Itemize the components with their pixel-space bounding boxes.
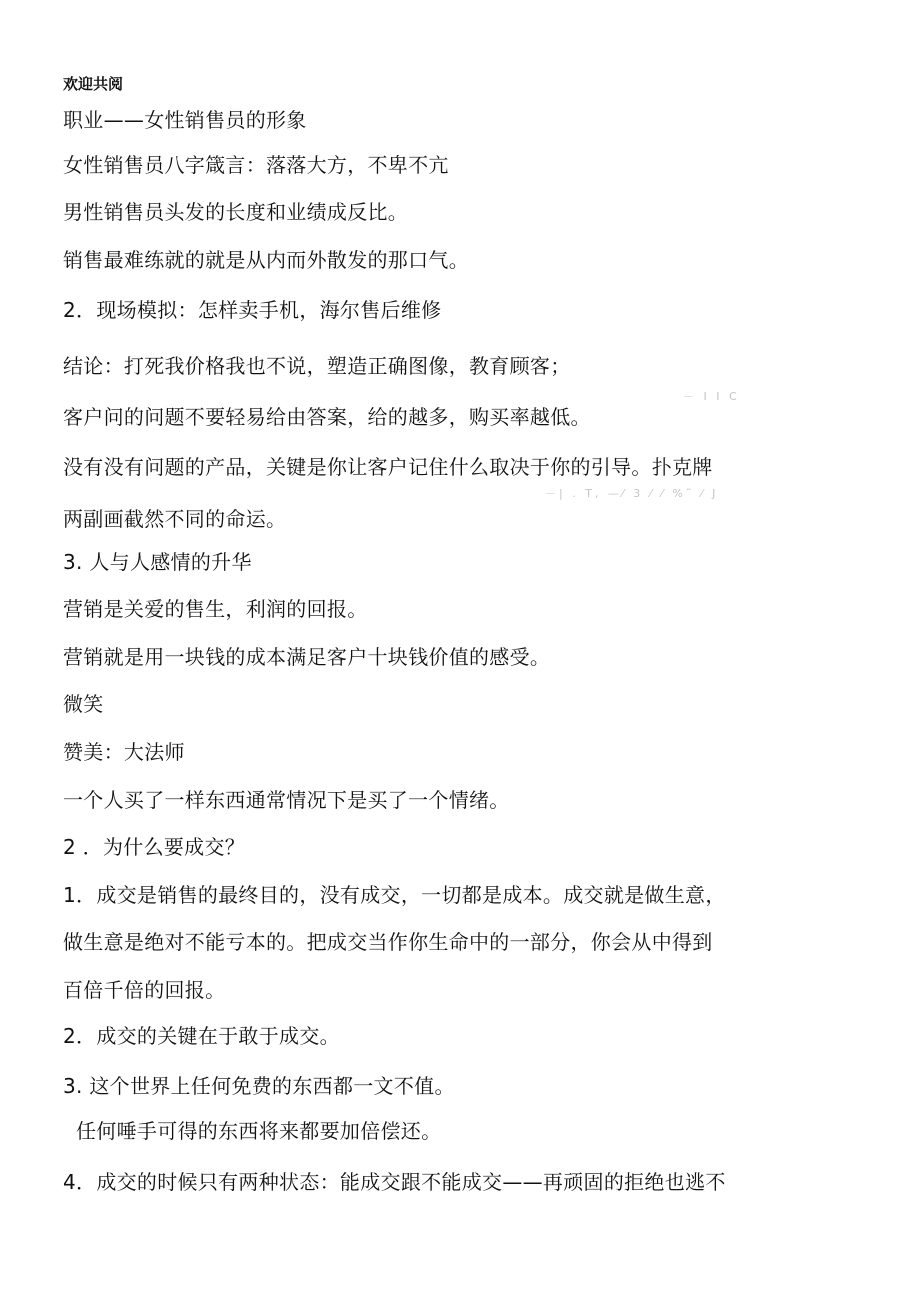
text-line: 营销是关爱的售生，利润的回报。 [63,597,368,621]
text-line: 2．现场模拟：怎样卖手机，海尔售后维修 [63,298,442,322]
text-line: 营销就是用一块钱的成本满足客户十块钱价值的感受。 [63,645,551,669]
text-line: 客户问的问题不要轻易给由答案，给的越多，购买率越低。 [63,405,591,429]
text-line: 结论：打死我价格我也不说，塑造正确图像，教育顾客； [63,354,571,378]
text-line: 一个人买了一样东西通常情况下是买了一个情绪。 [63,788,510,812]
text-line: 职业——女性销售员的形象 [63,108,307,132]
text-line: 做生意是绝对不能亏本的。把成交当作你生命中的一部分，你会从中得到 [63,930,713,954]
text-line: 女性销售员八字箴言：落落大方，不卑不亢 [63,153,449,177]
document-header: 欢迎共阅 [63,75,124,93]
scan-noise-mark: － I I C [683,390,740,403]
text-line: 2．成交的关键在于敢于成交。 [63,1024,340,1048]
text-line: 3. 人与人感情的升华 [63,550,252,574]
text-line: 4．成交的时候只有两种状态：能成交跟不能成交——再顽固的拒绝也逃不 [63,1170,726,1194]
text-line: 赞美：大法师 [63,740,185,764]
text-line: 任何唾手可得的东西将来都要加倍偿还。 [76,1119,442,1143]
text-line: 没有没有问题的产品，关键是你让客户记住什么取决于你的引导。扑克牌 [63,455,713,479]
scan-noise-mark: －| . T, —⁄ 3 ⁄ ⁄ %˜ ⁄ J [545,487,719,500]
text-line: 3. 这个世界上任何免费的东西都一文不值。 [63,1074,455,1098]
text-line: 2 ．为什么要成交？ [63,835,246,859]
text-line: 微笑 [63,692,104,716]
text-line: 百倍千倍的回报。 [63,978,226,1002]
text-line: 两副画截然不同的命运。 [63,507,287,531]
text-line: 男性销售员头发的长度和业绩成反比。 [63,200,409,224]
text-line: 销售最难练就的就是从内而外散发的那口气。 [63,248,469,272]
text-line: 1．成交是销售的最终目的，没有成交，一切都是成本。成交就是做生意， [63,883,726,907]
